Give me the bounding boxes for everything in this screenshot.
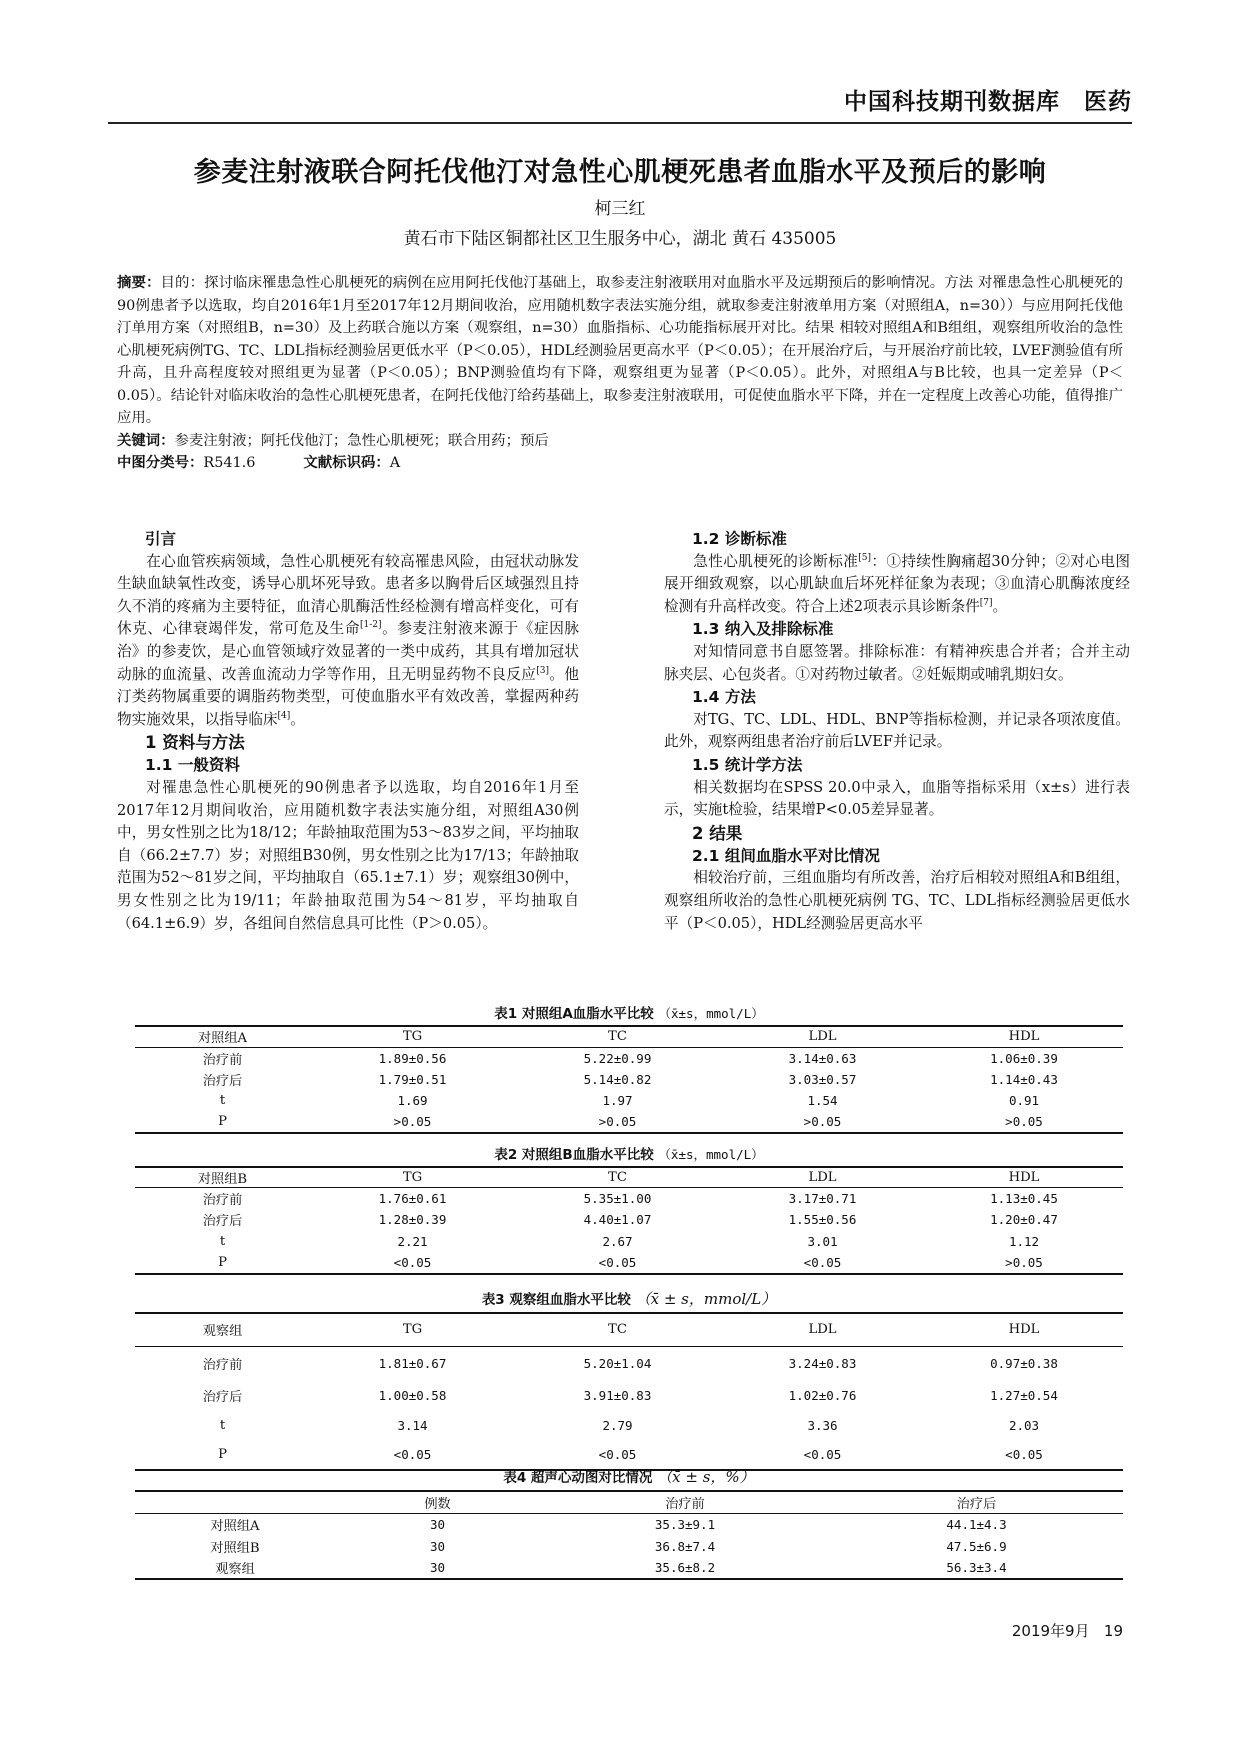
keywords-text: 参麦注射液；阿托伐他汀；急性心肌梗死；联合用药；预后 bbox=[174, 432, 549, 449]
table-row bbox=[135, 1047, 1123, 1069]
table-header-cell: 治疗后 bbox=[956, 1496, 997, 1512]
section-2-heading: 2 结果 bbox=[692, 823, 743, 843]
abstract-label: 摘要： bbox=[117, 275, 161, 291]
table-header-cell: TC bbox=[608, 1170, 627, 1185]
table-1 bbox=[135, 1003, 1123, 1134]
table-cell: 3.17±0.71 bbox=[788, 1191, 857, 1206]
table-header-cell: HDL bbox=[1008, 1029, 1040, 1045]
table-header-cell: LDL bbox=[808, 1170, 837, 1185]
table-cell: 观察组 bbox=[215, 1562, 255, 1577]
table-header-cell: TG bbox=[402, 1322, 423, 1338]
table-row bbox=[135, 1252, 1123, 1274]
table-cell: 治疗前 bbox=[202, 1193, 243, 1208]
table-cell: 2.79 bbox=[602, 1417, 633, 1433]
citation: [1-2] bbox=[360, 620, 382, 631]
section-1-1-text: 对罹患急性心肌梗死的90例患者予以选取，均自2016年1月至2017年12月期间收治，应用随机数字表法实施分组，对照组A30例中，男女性别之比为18/12；年龄抽取范围为53～83岁之间，平均抽取自（66.2±7.7）岁；对照组B30例，男女性别之比为17/13；年龄抽取范围为52～81岁之间，平均抽取自（65.1±7.1）岁；观察组30例中，男女性别之比为19/11；年龄抽取范围为54～81岁，平均抽取自（64.1±6.9）岁，各组间自然信息具可比性（P＞0.05）。 bbox=[117, 778, 579, 932]
citation: [4] bbox=[277, 710, 291, 721]
intro-text-b: 。参麦注射液来源于《症因脉治》的参麦饮，是心血管领域疗效显著的一类中成药，其具有增加冠状动脉的血流量、改善血流动力学等作用，且无明显药物不良反应 bbox=[117, 620, 579, 683]
table-header-cell: TG bbox=[402, 1029, 423, 1045]
table-row bbox=[135, 1535, 1123, 1557]
table-row bbox=[135, 1410, 1123, 1440]
table-1-caption bbox=[135, 1003, 1123, 1025]
table-row bbox=[135, 1209, 1123, 1231]
table-header-cell bbox=[135, 1491, 335, 1513]
table-cell: 3.36 bbox=[807, 1417, 838, 1433]
table-header-cell: TC bbox=[608, 1322, 627, 1338]
intro-paragraph bbox=[117, 551, 579, 732]
table-cell: 1.20±0.47 bbox=[990, 1212, 1058, 1228]
table-header-row bbox=[135, 1491, 1123, 1513]
section-1-2-text bbox=[664, 551, 1130, 619]
table-cell: 44.1±4.3 bbox=[946, 1516, 1007, 1532]
table-cell: 1.13±0.45 bbox=[990, 1191, 1058, 1206]
table-cell: 1.76±0.61 bbox=[378, 1191, 447, 1206]
table-cell: 5.20±1.04 bbox=[583, 1355, 652, 1371]
table-cell: 2.21 bbox=[397, 1233, 428, 1249]
table-cell: 3.91±0.83 bbox=[583, 1387, 652, 1403]
table-cell: 1.55±0.56 bbox=[788, 1212, 857, 1228]
section-1-4-text: 对TG、TC、LDL、HDL、BNP等指标检测，并记录各项浓度值。此外，观察两组患者治疗前后LVEF并记录。 bbox=[664, 710, 1130, 751]
table-row bbox=[135, 1346, 1123, 1380]
journal-name: 中国科技期刊数据库 医药 bbox=[844, 89, 1132, 115]
table-cell: 35.6±8.2 bbox=[654, 1560, 716, 1575]
paper-title: 参麦注射液联合阿托伐他汀对急性心肌梗死患者血脂水平及预后的影响 bbox=[193, 157, 1047, 188]
table-cell: <0.05 bbox=[598, 1254, 637, 1270]
table-2-unit: （x̄±s，mmol/L） bbox=[658, 1147, 764, 1162]
table-cell: >0.05 bbox=[803, 1114, 842, 1130]
table-3-title: 表3 观察组血脂水平比较 bbox=[481, 1292, 631, 1308]
table-header-cell: HDL bbox=[1008, 1322, 1040, 1338]
table-cell: 3.24±0.83 bbox=[788, 1355, 857, 1371]
table-row bbox=[135, 1231, 1123, 1253]
doc-code-label: 文献标识码： bbox=[303, 455, 390, 471]
table-header-cell: 对照组A bbox=[197, 1031, 248, 1047]
table-row bbox=[135, 1069, 1123, 1091]
table-cell: 3.14 bbox=[397, 1417, 428, 1433]
table-cell: <0.05 bbox=[803, 1254, 842, 1270]
abstract-block bbox=[117, 272, 1123, 475]
table-cell: 1.79±0.51 bbox=[378, 1071, 447, 1087]
table-2 bbox=[135, 1144, 1123, 1275]
table-cell: 治疗后 bbox=[202, 1214, 243, 1230]
table-cell: >0.05 bbox=[393, 1114, 432, 1130]
table-cell: 36.8±7.4 bbox=[654, 1538, 716, 1554]
table-cell: 30 bbox=[429, 1516, 446, 1532]
table-cell: <0.05 bbox=[1005, 1447, 1043, 1462]
table-2-title: 表2 对照组B血脂水平比较 bbox=[494, 1147, 654, 1163]
table-cell: 3.14±0.63 bbox=[788, 1050, 857, 1066]
table-header-row bbox=[135, 1167, 1123, 1188]
clc-value: R541.6 bbox=[203, 455, 256, 471]
table-cell: 3.03±0.57 bbox=[788, 1071, 857, 1087]
table-cell: <0.05 bbox=[803, 1447, 842, 1462]
section-1-heading: 1 资料与方法 bbox=[145, 733, 245, 753]
keywords bbox=[117, 430, 1123, 453]
table-header-cell: 治疗前 bbox=[665, 1496, 705, 1512]
table-cell: 5.35±1.00 bbox=[583, 1191, 652, 1206]
section-2-1-heading: 2.1 组间血脂水平对比情况 bbox=[692, 846, 880, 865]
table-cell: P bbox=[218, 1254, 227, 1270]
table-cell: P bbox=[218, 1114, 227, 1130]
table-cell: 2.03 bbox=[1008, 1417, 1040, 1433]
section-1-4-heading: 1.4 方法 bbox=[692, 688, 756, 707]
left-column bbox=[117, 528, 579, 935]
affiliation: 黄石市下陆区铜都社区卫生服务中心，湖北 黄石 435005 bbox=[403, 229, 837, 249]
right-column bbox=[664, 528, 1130, 935]
table-cell: 1.14±0.43 bbox=[990, 1071, 1058, 1087]
table-cell: t bbox=[219, 1233, 226, 1249]
table-cell: 1.69 bbox=[397, 1093, 428, 1109]
intro-text-a: 在心血管疾病领域，急性心肌梗死有较高罹患风险，由冠状动脉发生缺血缺氧性改变，诱导心肌坏死导致。患者多以胸骨后区域强烈且持久不消的疼痛为主要特征，血清心肌酶活性经检测有增高样变化，可有休克、心律衰竭伴发，常可危及生命 bbox=[117, 552, 579, 638]
table-cell: 56.3±3.4 bbox=[946, 1560, 1007, 1575]
table-cell: 0.97±0.38 bbox=[990, 1355, 1058, 1371]
table-header-cell: 对照组B bbox=[197, 1172, 248, 1187]
table-cell: 3.01 bbox=[807, 1233, 838, 1249]
intro-text-d: 。 bbox=[290, 710, 305, 728]
table-header-row bbox=[135, 1313, 1123, 1346]
table-cell: 1.12 bbox=[1008, 1233, 1040, 1249]
abstract bbox=[117, 272, 1123, 430]
author: 柯三红 bbox=[594, 199, 646, 219]
table-cell: 1.97 bbox=[602, 1093, 633, 1109]
table-cell: 0.91 bbox=[1008, 1093, 1040, 1109]
page-footer bbox=[1012, 1620, 1123, 1641]
table-4-grid bbox=[135, 1490, 1123, 1580]
table-header-cell: LDL bbox=[808, 1029, 837, 1045]
table-cell: 5.14±0.82 bbox=[583, 1071, 652, 1087]
table-row bbox=[135, 1513, 1123, 1535]
intro-text-c: 。他汀类药物属重要的调脂药物类型，可使血脂水平有效改善，掌握两种药物实施效果，以指导临床 bbox=[117, 665, 579, 728]
table-header-cell: LDL bbox=[808, 1322, 837, 1338]
table-cell: >0.05 bbox=[598, 1114, 637, 1130]
table-cell: 1.02±0.76 bbox=[788, 1387, 857, 1403]
table-cell: t bbox=[219, 1417, 226, 1433]
table-4-unit: （x̄ ± s，%） bbox=[657, 1468, 755, 1486]
table-3-caption bbox=[135, 1286, 1123, 1312]
section-2-1-text: 相较治疗前，三组血脂均有所改善，治疗后相较对照组A和B组组，观察组所收治的急性心肌梗死病例 TG、TC、LDL指标经测验居更低水平（P＜0.05），HDL经测验居更高水平 bbox=[664, 869, 1130, 932]
section-1-2-heading: 1.2 诊断标准 bbox=[692, 530, 787, 548]
clc-label: 中图分类号： bbox=[117, 455, 204, 471]
table-3-grid bbox=[135, 1312, 1123, 1471]
page-number: 19 bbox=[1103, 1622, 1123, 1640]
table-cell: P bbox=[218, 1447, 227, 1462]
table-4-title: 表4 超声心动图对比情况 bbox=[503, 1470, 653, 1486]
citation: [7] bbox=[979, 597, 993, 608]
running-header bbox=[108, 80, 1132, 124]
table-cell: 治疗后 bbox=[202, 1389, 243, 1405]
table-header-cell: 观察组 bbox=[202, 1324, 243, 1340]
section-1-2-text-b: ：①持续性胸痛超30分钟；②对心电图展开细致观察，以心肌缺血后坏死样征象为表现；③血清心肌酶浓度经检测有升高样改变。符合上述2项表示具诊断条件 bbox=[664, 552, 1130, 615]
table-cell: 1.89±0.56 bbox=[378, 1050, 447, 1066]
table-header-cell: TC bbox=[608, 1029, 627, 1045]
section-1-2-text-a: 急性心肌梗死的诊断标准 bbox=[693, 552, 859, 570]
citation: [3] bbox=[536, 665, 550, 676]
section-1-5-heading: 1.5 统计学方法 bbox=[692, 755, 803, 774]
table-cell: 治疗前 bbox=[202, 1052, 243, 1068]
table-cell: 对照组B bbox=[210, 1540, 260, 1556]
table-cell: <0.05 bbox=[393, 1254, 432, 1270]
citation: [5] bbox=[858, 552, 871, 563]
table-cell: 5.22±0.99 bbox=[583, 1050, 652, 1066]
table-cell: 2.67 bbox=[602, 1233, 633, 1249]
keywords-label: 关键词： bbox=[117, 432, 175, 449]
table-cell: 对照组A bbox=[210, 1518, 260, 1534]
section-1-3-heading: 1.3 纳入及排除标准 bbox=[692, 620, 834, 639]
table-cell: 治疗前 bbox=[202, 1357, 243, 1373]
table-cell: 1.54 bbox=[807, 1093, 838, 1109]
table-row bbox=[135, 1112, 1123, 1134]
table-cell: <0.05 bbox=[598, 1447, 637, 1462]
table-cell: <0.05 bbox=[393, 1447, 432, 1462]
intro-heading: 引言 bbox=[145, 530, 177, 548]
table-cell: 1.81±0.67 bbox=[378, 1355, 447, 1371]
table-1-grid bbox=[135, 1025, 1123, 1134]
table-cell: 1.27±0.54 bbox=[990, 1387, 1058, 1403]
table-cell: 1.00±0.58 bbox=[378, 1387, 447, 1403]
table-cell: 4.40±1.07 bbox=[583, 1212, 652, 1228]
table-cell: >0.05 bbox=[1005, 1114, 1043, 1130]
abstract-text: 目的：探讨临床罹患急性心肌梗死的病例在应用阿托伐他汀基础上，取参麦注射液联用对血脂水平及远期预后的影响情况。方法 对罹患急性心肌梗死的90例患者予以选取，均自2016年1月至2017年12月期间收治，应用随机数字表法实施分组，就取参麦注射液单用方案（对照组A，n=30））与应用阿托伐他汀单用方案（对照组B，n=30）及上药联合施以方案（观察组，n=30）血脂指标、心功能指标展开对比。结果 相较对照组A和B组组，观察组所收治的急性心肌梗死病例TG、TC、LDL指标经测验居更低水平（P＜0.05），HDL经测验居更高水平（P＜0.05）；在开展治疗后，与开展治疗前比较，LVEF测验值有所升高，且升高程度较对照组更为显著（P＜0.05）；BNP测验值均有下降，观察组更为显著（P＜0.05）。此外，对照组A与B比较，也具一定差异（P＜0.05）。结论针对临床收治的急性心肌梗死患者，在阿托伐他汀给药基础上，取参麦注射液联用，可促使血脂水平下降，并在一定程度上改善心功能，值得推广应用。 bbox=[117, 275, 1123, 426]
table-row bbox=[135, 1557, 1123, 1579]
table-header-cell: HDL bbox=[1008, 1170, 1040, 1185]
table-4-caption bbox=[135, 1464, 1123, 1490]
table-row bbox=[135, 1380, 1123, 1410]
section-1-2-text-c: 。 bbox=[992, 597, 1008, 615]
table-cell: 1.06±0.39 bbox=[990, 1050, 1058, 1066]
table-cell: >0.05 bbox=[1005, 1254, 1043, 1270]
section-1-1-heading: 1.1 一般资料 bbox=[145, 756, 240, 775]
table-cell: 1.28±0.39 bbox=[378, 1212, 447, 1228]
table-header-row bbox=[135, 1026, 1123, 1047]
table-2-caption bbox=[135, 1144, 1123, 1166]
table-row bbox=[135, 1188, 1123, 1210]
table-2-grid bbox=[135, 1166, 1123, 1275]
table-3-unit: （x̄ ± s，mmol/L） bbox=[635, 1290, 777, 1308]
table-3 bbox=[135, 1286, 1123, 1471]
section-1-5-text: 相关数据均在SPSS 20.0中录入，血脂等指标采用（x±s）进行表示，实施t检验，结果增P<0.05差异显著。 bbox=[664, 778, 1130, 819]
table-header-cell: TG bbox=[402, 1170, 423, 1185]
table-cell: 35.3±9.1 bbox=[654, 1516, 716, 1532]
table-cell: 30 bbox=[429, 1538, 446, 1554]
table-4 bbox=[135, 1464, 1123, 1580]
table-cell: 治疗后 bbox=[202, 1073, 243, 1089]
issue-date: 2019年9月 bbox=[1011, 1622, 1090, 1640]
table-cell: 47.5±6.9 bbox=[946, 1538, 1007, 1554]
doc-code-value: A bbox=[389, 455, 401, 471]
table-header-cell: 例数 bbox=[424, 1496, 451, 1512]
classification-line bbox=[117, 452, 1123, 475]
table-row bbox=[135, 1090, 1123, 1112]
table-1-title: 表1 对照组A血脂水平比较 bbox=[494, 1006, 654, 1022]
section-1-3-text: 对知情同意书自愿签署。排除标准：有精神疾患合并者；合并主动脉夹层、心包炎者。①对药物过敏者。②妊娠期或哺乳期妇女。 bbox=[664, 642, 1130, 683]
table-cell: t bbox=[219, 1093, 226, 1109]
table-1-unit: （x̄±s，mmol/L） bbox=[658, 1006, 764, 1021]
table-cell: 30 bbox=[429, 1560, 446, 1575]
